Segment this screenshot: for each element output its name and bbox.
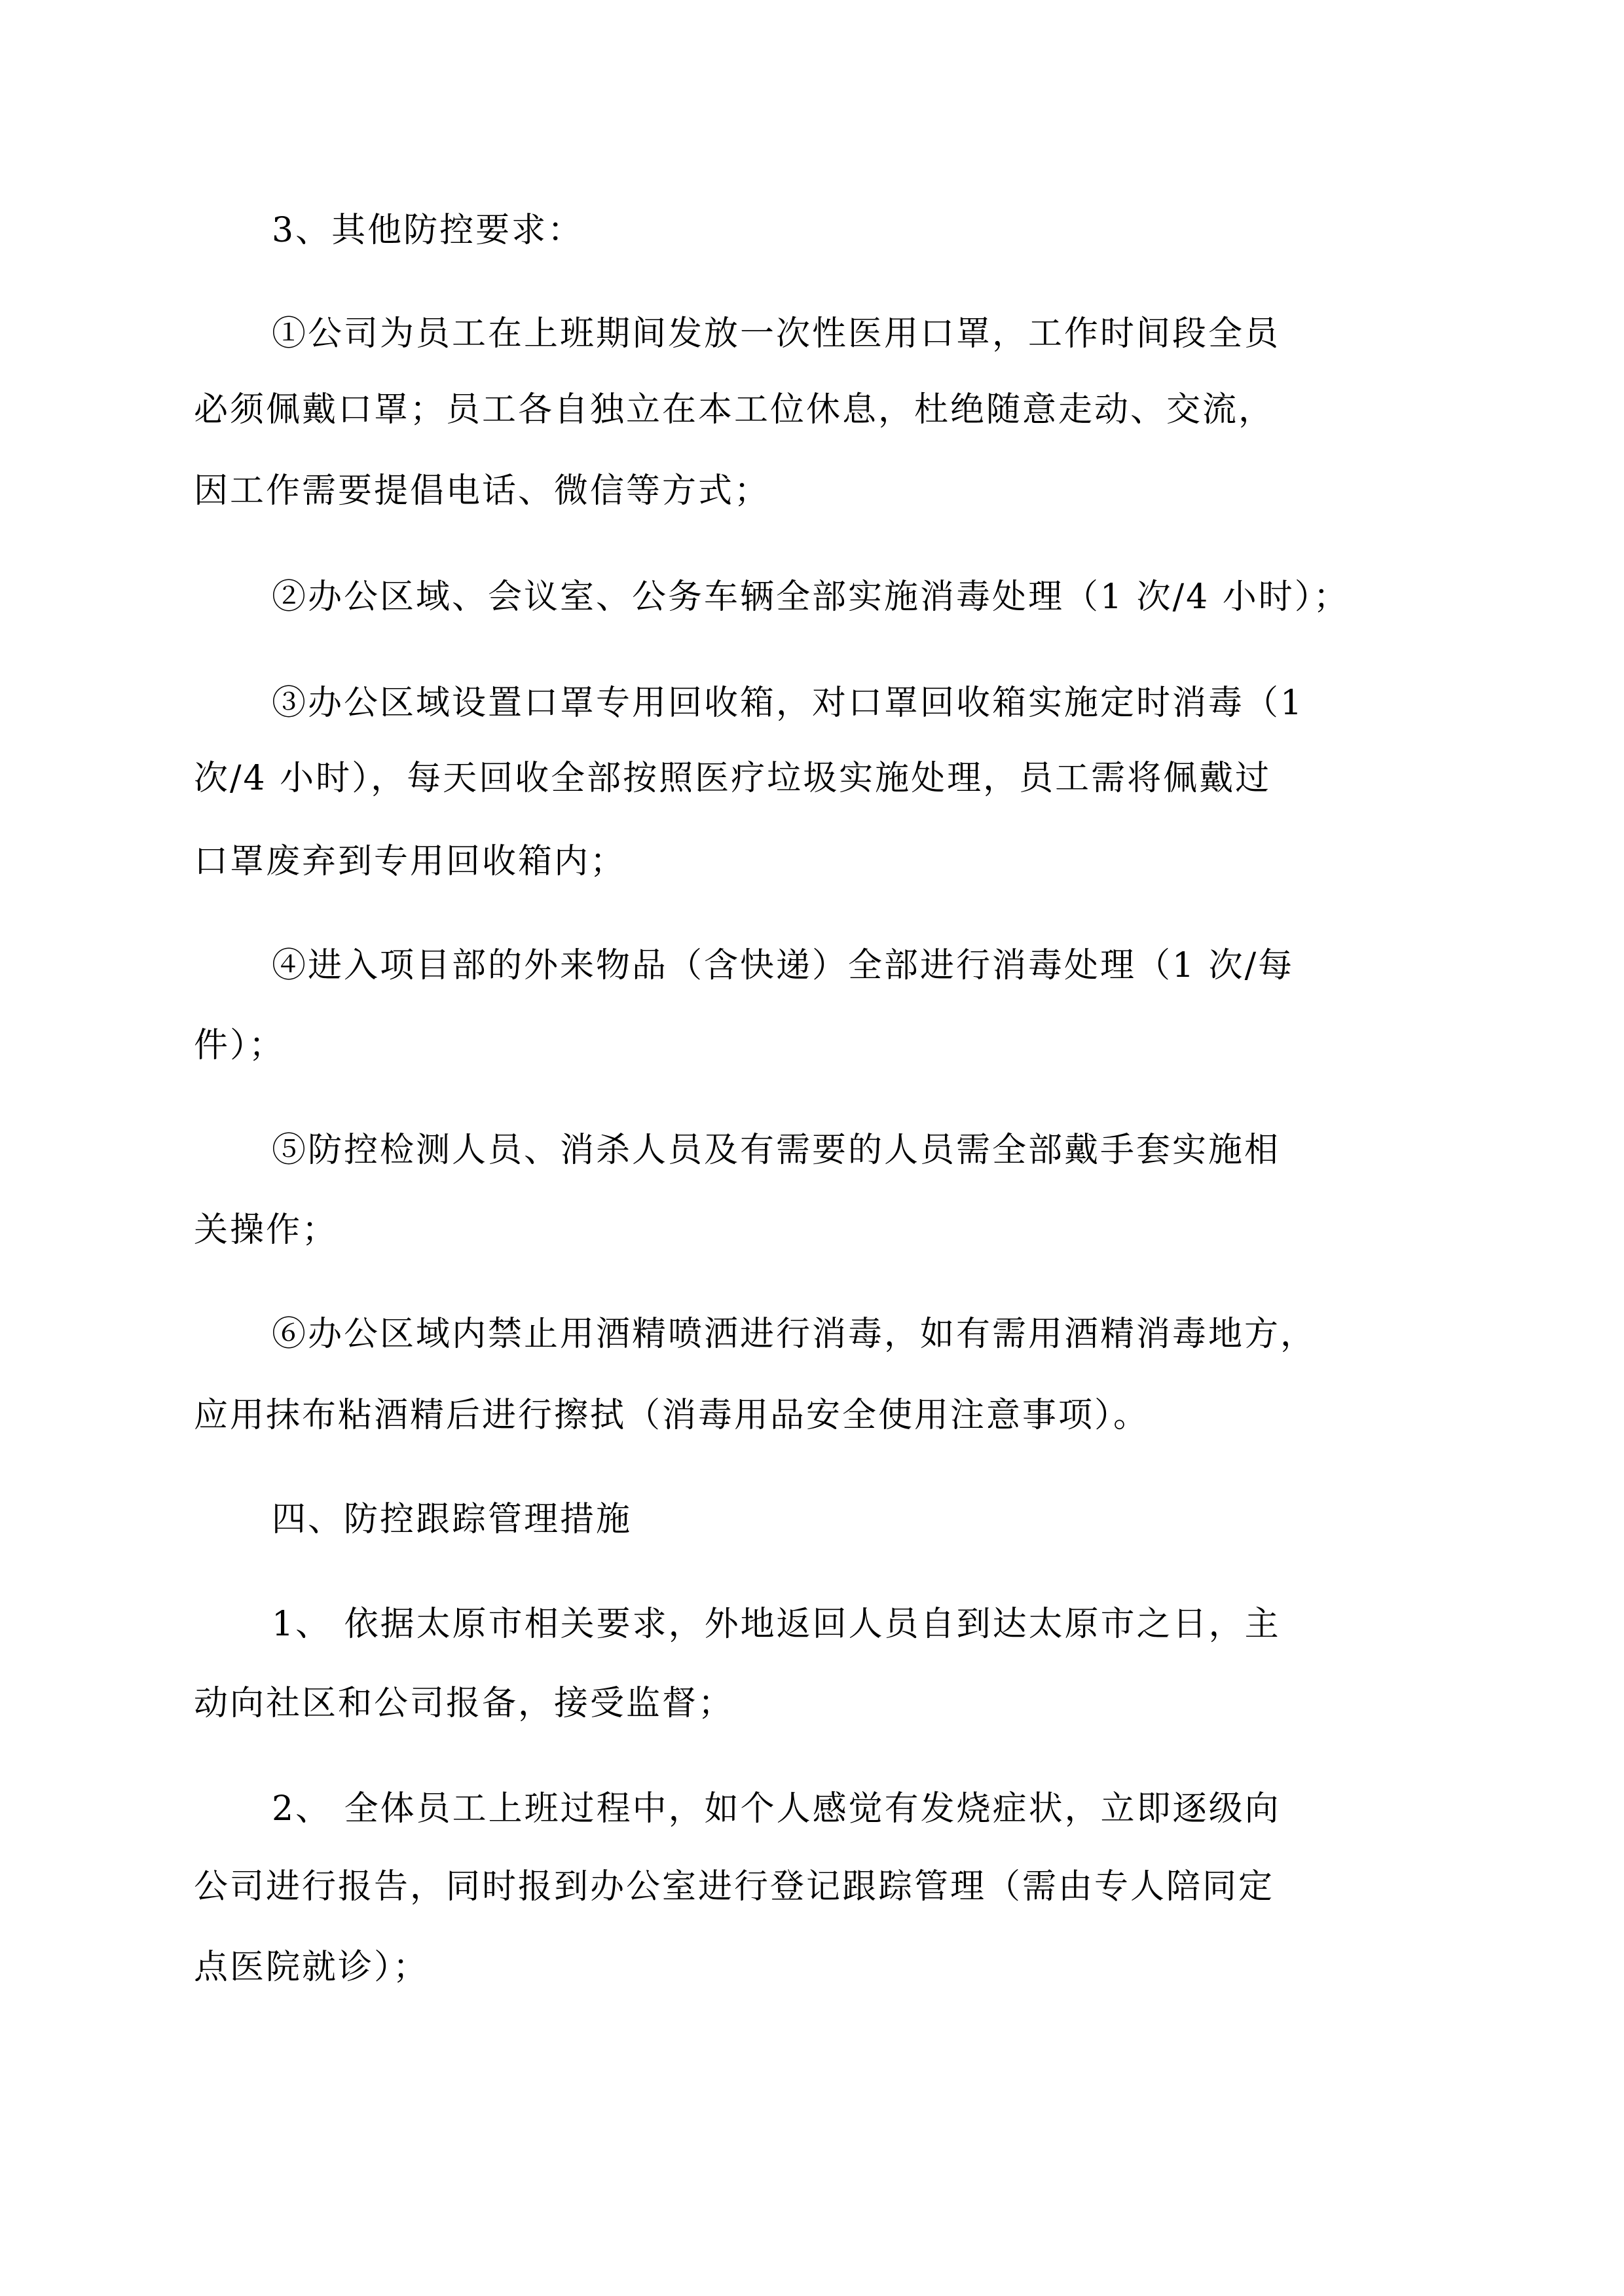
item-5-line-1: ⑤防控检测人员、消杀人员及有需要的人员需全部戴手套实施相	[272, 1131, 1281, 1170]
item-1-line-2: 必须佩戴口罩；员工各自独立在本工位休息，杜绝随意走动、交流，	[194, 390, 1275, 429]
item-6-line-2: 应用抹布粘酒精后进行擦拭（消毒用品安全使用注意事项）。	[194, 1396, 1150, 1435]
item-5-line-2: 关操作；	[194, 1211, 339, 1250]
item-3-line-2: 次/4 小时），每天回收全部按照医疗垃圾实施处理，员工需将佩戴过	[194, 759, 1272, 798]
tracking-item-1-line-1: 1、 依据太原市相关要求，外地返回人员自到达太原市之日，主	[272, 1605, 1281, 1644]
tracking-item-2-line-1: 2、 全体员工上班过程中，如个人感觉有发烧症状，立即逐级向	[272, 1789, 1281, 1829]
section-heading-tracking: 四、防控跟踪管理措施	[272, 1500, 633, 1539]
tracking-item-1-line-2: 动向社区和公司报备，接受监督；	[194, 1684, 735, 1723]
tracking-item-2-line-3: 点医院就诊）；	[194, 1948, 430, 1987]
item-3-line-1: ③办公区域设置口罩专用回收箱，对口罩回收箱实施定时消毒（1	[272, 683, 1304, 723]
item-2-line-1: ②办公区域、会议室、公务车辆全部实施消毒处理（1 次/4 小时）；	[272, 577, 1350, 617]
item-1-line-1: ①公司为员工在上班期间发放一次性医用口罩，工作时间段全员	[272, 314, 1281, 354]
item-3-line-3: 口罩废弃到专用回收箱内；	[194, 842, 627, 881]
tracking-item-2-line-2: 公司进行报告，同时报到办公室进行登记跟踪管理（需由专人陪同定	[194, 1867, 1275, 1906]
item-6-line-1: ⑥办公区域内禁止用酒精喷洒进行消毒，如有需用酒精消毒地方，	[272, 1315, 1317, 1354]
item-4-line-2: 件）；	[194, 1026, 286, 1065]
heading-other-requirements: 3、其他防控要求：	[272, 211, 584, 250]
item-4-line-1: ④进入项目部的外来物品（含快递）全部进行消毒处理（1 次/每	[272, 946, 1295, 985]
item-1-line-3: 因工作需要提倡电话、微信等方式；	[194, 471, 771, 511]
